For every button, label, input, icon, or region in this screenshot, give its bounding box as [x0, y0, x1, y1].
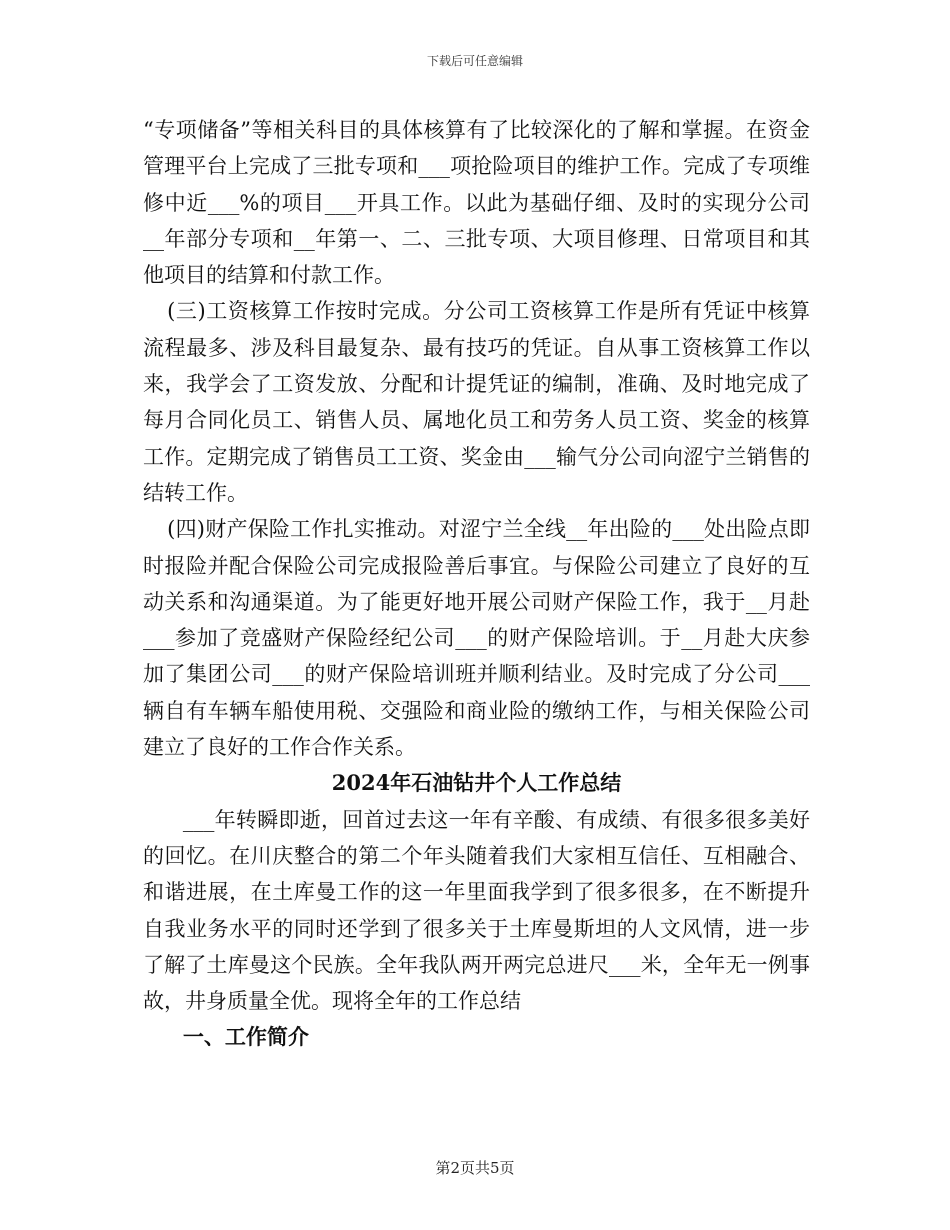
section-heading-work-intro: 一、工作简介 [182, 1024, 309, 1050]
paragraph-special-reserve: “专项储备”等相关科目的具体核算有了比较深化的了解和掌握。在资金管理平台上完成了三批专项和___项抢险项目的维护工作。完成了专项维修中近___%的项目___开具工作。以此为基础仔细、及时的实现分公司__年部分专项和__年第一、二、三批专项、大项目修理、日常项目和其他项目的结算和付款工作。 [143, 118, 810, 288]
paragraph-property-insurance: (四)财产保险工作扎实推动。对涩宁兰全线__年出险的___处出险点即时报险并配合保险公司完成报险善后事宜。与保险公司建立了良好的互动关系和沟通渠道。为了能更好地开展公司财产保险工作，我于__月赴___参加了竞盛财产保险经纪公司___的财产保险培训。于__月赴大庆参加了集团公司___的财产保险培训班并顺利结业。及时完成了分公司___辆自有车辆车船使用税、交强险和商业险的缴纳工作，与相关保险公司建立了良好的工作合作关系。 [143, 517, 810, 760]
document-body [143, 112, 810, 1056]
page-number: 第2页共5页 [435, 1159, 515, 1177]
document-title: 2024年石油钻井个人工作总结 [331, 770, 622, 796]
page-header: 下载后可任意编辑 [426, 54, 523, 68]
paragraph-payroll-accounting: (三)工资核算工作按时完成。分公司工资核算工作是所有凭证中核算流程最多、涉及科目最复杂、最有技巧的凭证。自从事工资核算工作以来，我学会了工资发放、分配和计提凭证的编制，准确、及时地完成了每月合同化员工、销售人员、属地化员工和劳务人员工资、奖金的核算工作。定期完成了销售员工工资、奖金由___输气分公司向涩宁兰销售的结转工作。 [143, 299, 810, 505]
paragraph-summary-intro: ___年转瞬即逝，回首过去这一年有辛酸、有成绩、有很多很多美好的回忆。在川庆整合的第二个年头随着我们大家相互信任、互相融合、和谐进展，在土库曼工作的这一年里面我学到了很多很多，在不断提升自我业务水平的同时还学到了很多关于土库曼斯坦的人文风情，进一步了解了土库曼这个民族。全年我队两开两完总进尺___米，全年无一例事故，井身质量全优。现将全年的工作总结 [143, 807, 810, 1014]
